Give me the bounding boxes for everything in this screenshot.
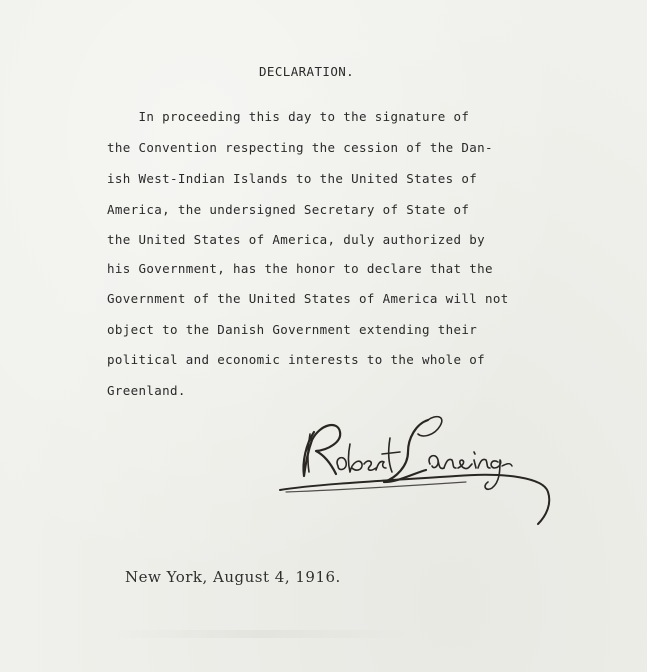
text-line-3: ish West-Indian Islands to the United States of xyxy=(107,171,478,186)
text-line-4: America, the undersigned Secretary of State of xyxy=(107,202,470,217)
document-heading: DECLARATION. xyxy=(259,64,355,79)
text-line-2: the Convention respecting the cession of the Dan- xyxy=(107,140,493,155)
text-line-6: his Government, has the honor to declare that the xyxy=(107,261,493,276)
text-line-9: political and economic interests to the whole of xyxy=(107,352,486,367)
text-line-10: Greenland. xyxy=(107,383,186,398)
paper-smudge xyxy=(110,630,410,638)
text-line-7: Government of the United States of America will not xyxy=(107,291,509,306)
text-line-8: object to the Danish Government extending their xyxy=(107,322,478,337)
text-line-5: the United States of America, duly authorized by xyxy=(107,232,486,247)
text-line-1: In proceeding this day to the signature of xyxy=(107,109,470,124)
signature xyxy=(276,404,566,532)
dateline: New York, August 4, 1916. xyxy=(125,568,341,586)
